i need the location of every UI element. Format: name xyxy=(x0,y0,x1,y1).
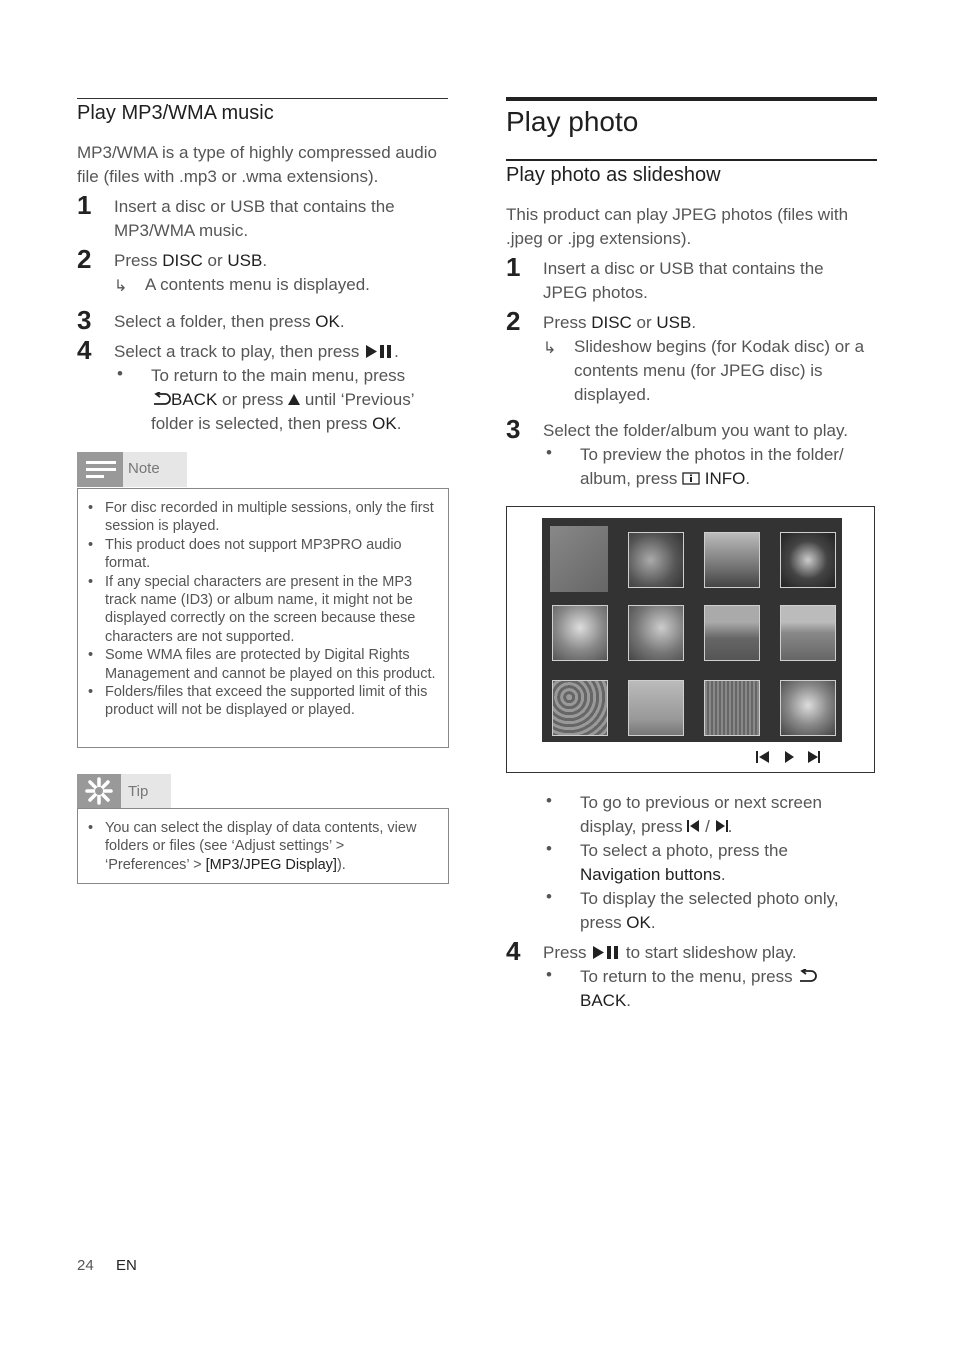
tip-icon xyxy=(77,774,121,808)
result-arrow-icon: ↳ xyxy=(543,340,557,357)
list-item: • Some WMA files are protected by Digital Rights Management and cannot be played on this product. xyxy=(88,646,440,683)
tip-label: Tip xyxy=(128,783,149,800)
photo-thumbnail[interactable] xyxy=(780,605,836,661)
step-result: Slideshow begins (for Kodak disc) or a contents menu (for JPEG disc) is displayed. xyxy=(574,337,865,404)
ok-button-label: OK xyxy=(626,913,651,932)
next-icon xyxy=(715,820,728,832)
result-arrow-icon: ↳ xyxy=(114,278,128,295)
back-button-label: BACK xyxy=(171,390,218,409)
ok-button-label: OK xyxy=(315,312,340,331)
list-item: • You can select the display of data contents, view folders or files (see ‘Adjust settings’ > ‘Preferences’ > [MP3/JPEG Display]). xyxy=(88,819,428,874)
step-text: Insert a disc or USB that contains the MP3/WMA music. xyxy=(114,197,395,240)
usb-button-label: USB xyxy=(656,313,692,332)
step-text: Select a folder, then press OK. xyxy=(114,312,345,331)
disc-button-label: DISC xyxy=(162,251,203,270)
next-icon[interactable] xyxy=(808,751,820,763)
photo-thumbnail[interactable] xyxy=(628,532,684,588)
bullet-dot: • xyxy=(546,791,552,810)
page-title: Play photo xyxy=(506,106,639,137)
step-number: 2 xyxy=(77,244,92,274)
note-list xyxy=(88,499,440,720)
photo-thumbnail[interactable] xyxy=(780,680,836,736)
step-text: Insert a disc or USB that contains the JPEG photos. xyxy=(543,259,824,302)
info-button-label: INFO xyxy=(704,469,746,488)
photo-thumbnail[interactable] xyxy=(704,532,760,588)
play-icon[interactable] xyxy=(785,751,794,763)
bullet-text: To display the selected photo only, press OK. xyxy=(580,889,839,932)
bullet-dot: • xyxy=(546,839,552,858)
tip-list xyxy=(88,819,428,874)
previous-icon[interactable] xyxy=(756,751,769,763)
step-text: Select the folder/album you want to play. xyxy=(543,421,848,440)
left-heading-rule xyxy=(77,98,448,99)
list-item: • If any special characters are present in the MP3 track name (ID3) or album name, it might not be displayed correctly on the screen because these characters are not supported. xyxy=(88,573,440,647)
ok-button-label: OK xyxy=(372,414,397,433)
navigation-buttons-label: Navigation buttons xyxy=(580,865,721,884)
note-label: Note xyxy=(128,460,160,477)
photo-thumbnail[interactable] xyxy=(704,680,760,736)
step-text: Press to start slideshow play. xyxy=(543,943,797,962)
page-number: 24 xyxy=(77,1257,94,1274)
previous-icon xyxy=(687,820,700,832)
step-number: 1 xyxy=(506,252,521,282)
tip-box xyxy=(77,808,449,884)
bullet-dot: • xyxy=(117,364,123,383)
photo-thumbnail-selected[interactable] xyxy=(550,526,608,592)
photo-thumbnail[interactable] xyxy=(780,532,836,588)
list-item: • For disc recorded in multiple sessions, only the first session is played. xyxy=(88,499,440,536)
step-number: 3 xyxy=(506,414,521,444)
bullet-text: To return to the menu, press BACK. xyxy=(580,965,850,1013)
list-item: • Folders/files that exceed the supported limit of this product will not be displayed or played. xyxy=(88,683,440,720)
step-result: A contents menu is displayed. xyxy=(145,275,370,294)
bullet-text: To go to previous or next screen display, press / . xyxy=(580,793,822,836)
photo-thumbnail[interactable] xyxy=(552,605,608,661)
playback-controls xyxy=(754,749,824,765)
play-pause-icon xyxy=(364,345,394,358)
back-icon xyxy=(151,392,171,406)
photo-thumbnail[interactable] xyxy=(704,605,760,661)
info-icon xyxy=(682,472,700,485)
disc-button-label: DISC xyxy=(591,313,632,332)
bullet-text: To select a photo, press the Navigation buttons. xyxy=(580,841,788,884)
step-number: 1 xyxy=(77,190,92,220)
photo-thumbnail[interactable] xyxy=(628,605,684,661)
step-text: Select a track to play, then press . xyxy=(114,342,399,361)
bullet-text: To return to the main menu, press BACK or press until ‘Previous’ folder is selected, then press OK. xyxy=(151,366,415,433)
photo-intro: This product can play JPEG photos (files with .jpeg or .jpg extensions). xyxy=(506,205,849,248)
photo-browser-illustration xyxy=(506,506,875,773)
mp3-intro: MP3/WMA is a type of highly compressed audio file (files with .mp3 or .wma extensions). xyxy=(77,143,437,186)
bullet-dot: • xyxy=(546,887,552,906)
bullet-dot: • xyxy=(546,443,552,462)
photo-thumbnail[interactable] xyxy=(628,680,684,736)
note-icon xyxy=(77,452,123,487)
title-rule xyxy=(506,97,877,101)
back-icon xyxy=(797,969,817,983)
play-pause-icon xyxy=(591,946,621,959)
step-number: 3 xyxy=(77,305,92,335)
section-heading-slideshow: Play photo as slideshow xyxy=(506,164,721,186)
note-box xyxy=(77,488,449,748)
bullet-text: To preview the photos in the folder/ album, press INFO. xyxy=(580,445,844,488)
subheading-rule xyxy=(506,159,877,161)
usb-button-label: USB xyxy=(227,251,263,270)
step-text: Press DISC or USB. xyxy=(543,313,697,332)
up-arrow-icon xyxy=(288,394,300,405)
photo-thumbnail[interactable] xyxy=(552,680,608,736)
back-button-label: BACK xyxy=(580,991,627,1010)
step-number: 2 xyxy=(506,306,521,336)
section-heading-mp3: Play MP3/WMA music xyxy=(77,102,274,124)
language-code: EN xyxy=(116,1257,137,1274)
list-item: • This product does not support MP3PRO audio format. xyxy=(88,536,440,573)
thumbnail-grid xyxy=(542,518,842,742)
step-number: 4 xyxy=(506,936,521,966)
bullet-dot: • xyxy=(546,965,552,984)
step-number: 4 xyxy=(77,335,92,365)
step-text: Press DISC or USB. xyxy=(114,251,268,270)
